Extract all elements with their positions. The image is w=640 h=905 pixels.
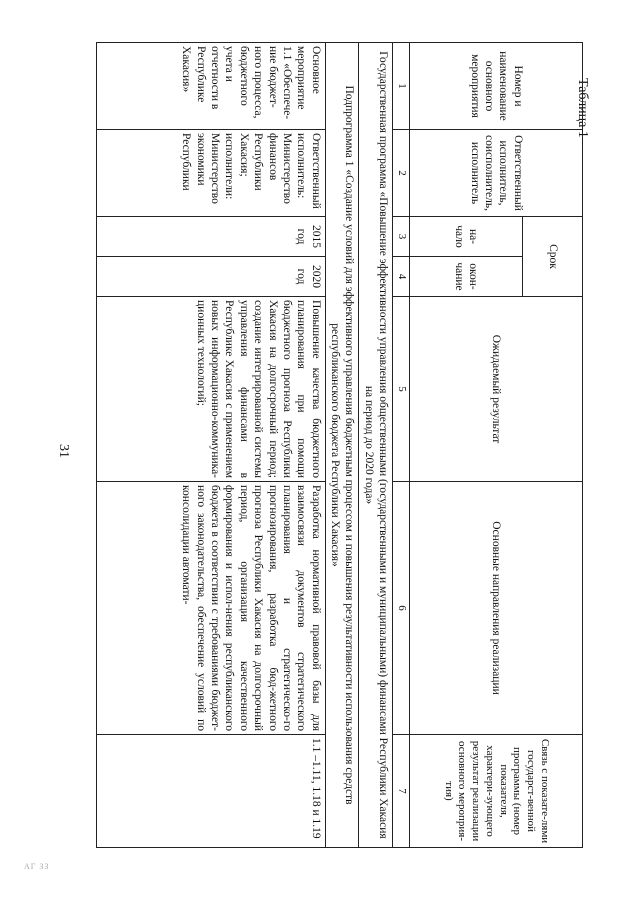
margin-mark: АГ ЗЗ (24, 862, 50, 871)
header-row (523, 43, 583, 848)
header-directions: Основные направления реализации (410, 482, 583, 735)
executor-cell: Ответственный исполнитель: Министерство финансов Республики Хакасия; исполнители: Министерство экономики Республики (96, 130, 325, 217)
table-row (96, 43, 325, 848)
header-executor: Ответственный исполнитель, соисполнитель, исполнитель (410, 130, 583, 217)
header-expected-result: Ожидаемый результат (410, 297, 583, 482)
directions-cell: Разработка нормативной правовой базы для взаимосвязи документов стратегического планирования и стратегическо-го прогнозирования, разработка бюд-жетного прогноза Республики Хакасия на долгосрочный период, организация качественного формирования и испол-нения республиканского бюджета в соответствии с требованиями бюджет-ного законодательства, обеспечение условий по консолидации автомати- (96, 482, 325, 735)
program-row (359, 43, 393, 848)
table-caption: Таблица 1 (575, 78, 590, 138)
column-numbers-row (393, 43, 410, 848)
program-title: Государственная программа «Повышение эффективности управления общественными (государственными и муниципальными) финансами Республики Хакасия на период до 2020 года» (359, 43, 393, 848)
end-cell: 2020 год (96, 257, 325, 297)
header-end: окон-чание (410, 257, 523, 297)
header-number-name: Номер и наименование основного мероприятия (410, 43, 583, 130)
header-start: на-чало (410, 217, 523, 257)
table-sheet (123, 42, 583, 847)
column-number: 4 (393, 257, 410, 297)
subprogram-row (325, 43, 359, 848)
measure-name-cell: Основное мероприятие 1.1 «Обеспече-ние бюджет-ного процесса, бюджетного учета и отчетности в Республике Хакасия» (96, 43, 325, 130)
header-indicators-link: Связь с показате-лями государст-венной программы (номер показателя, характери-зующего результат реализации основного мероприя-тия) (410, 735, 583, 848)
expected-result-cell: Повышение качества бюджетного планирования при помощи бюджетного прогноза Республики Хакасия на долгосрочный период; создание интегрированной системы управления финансами в Республике Хакасия с применением новых информационно-коммуника-ционных технологий; (96, 297, 325, 482)
subprogram-title: Подпрограмма 1 «Создание условий для эффективного управления бюджетным процессом и повышения результативности использования средств республиканского бюджета Республики Хакасия» (325, 43, 359, 848)
start-cell: 2015 год (96, 217, 325, 257)
column-number: 7 (393, 735, 410, 848)
column-number: 6 (393, 482, 410, 735)
indicators-link-cell: 1.1 –1.11, 1.18 и 1.19 (96, 735, 325, 848)
header-term: Срок (523, 217, 583, 297)
column-number: 5 (393, 297, 410, 482)
page-number: 31 (56, 444, 71, 458)
measures-table (96, 42, 583, 848)
column-number: 1 (393, 43, 410, 130)
column-number: 2 (393, 130, 410, 217)
rotated-table-wrapper (123, 42, 583, 847)
column-number: 3 (393, 217, 410, 257)
